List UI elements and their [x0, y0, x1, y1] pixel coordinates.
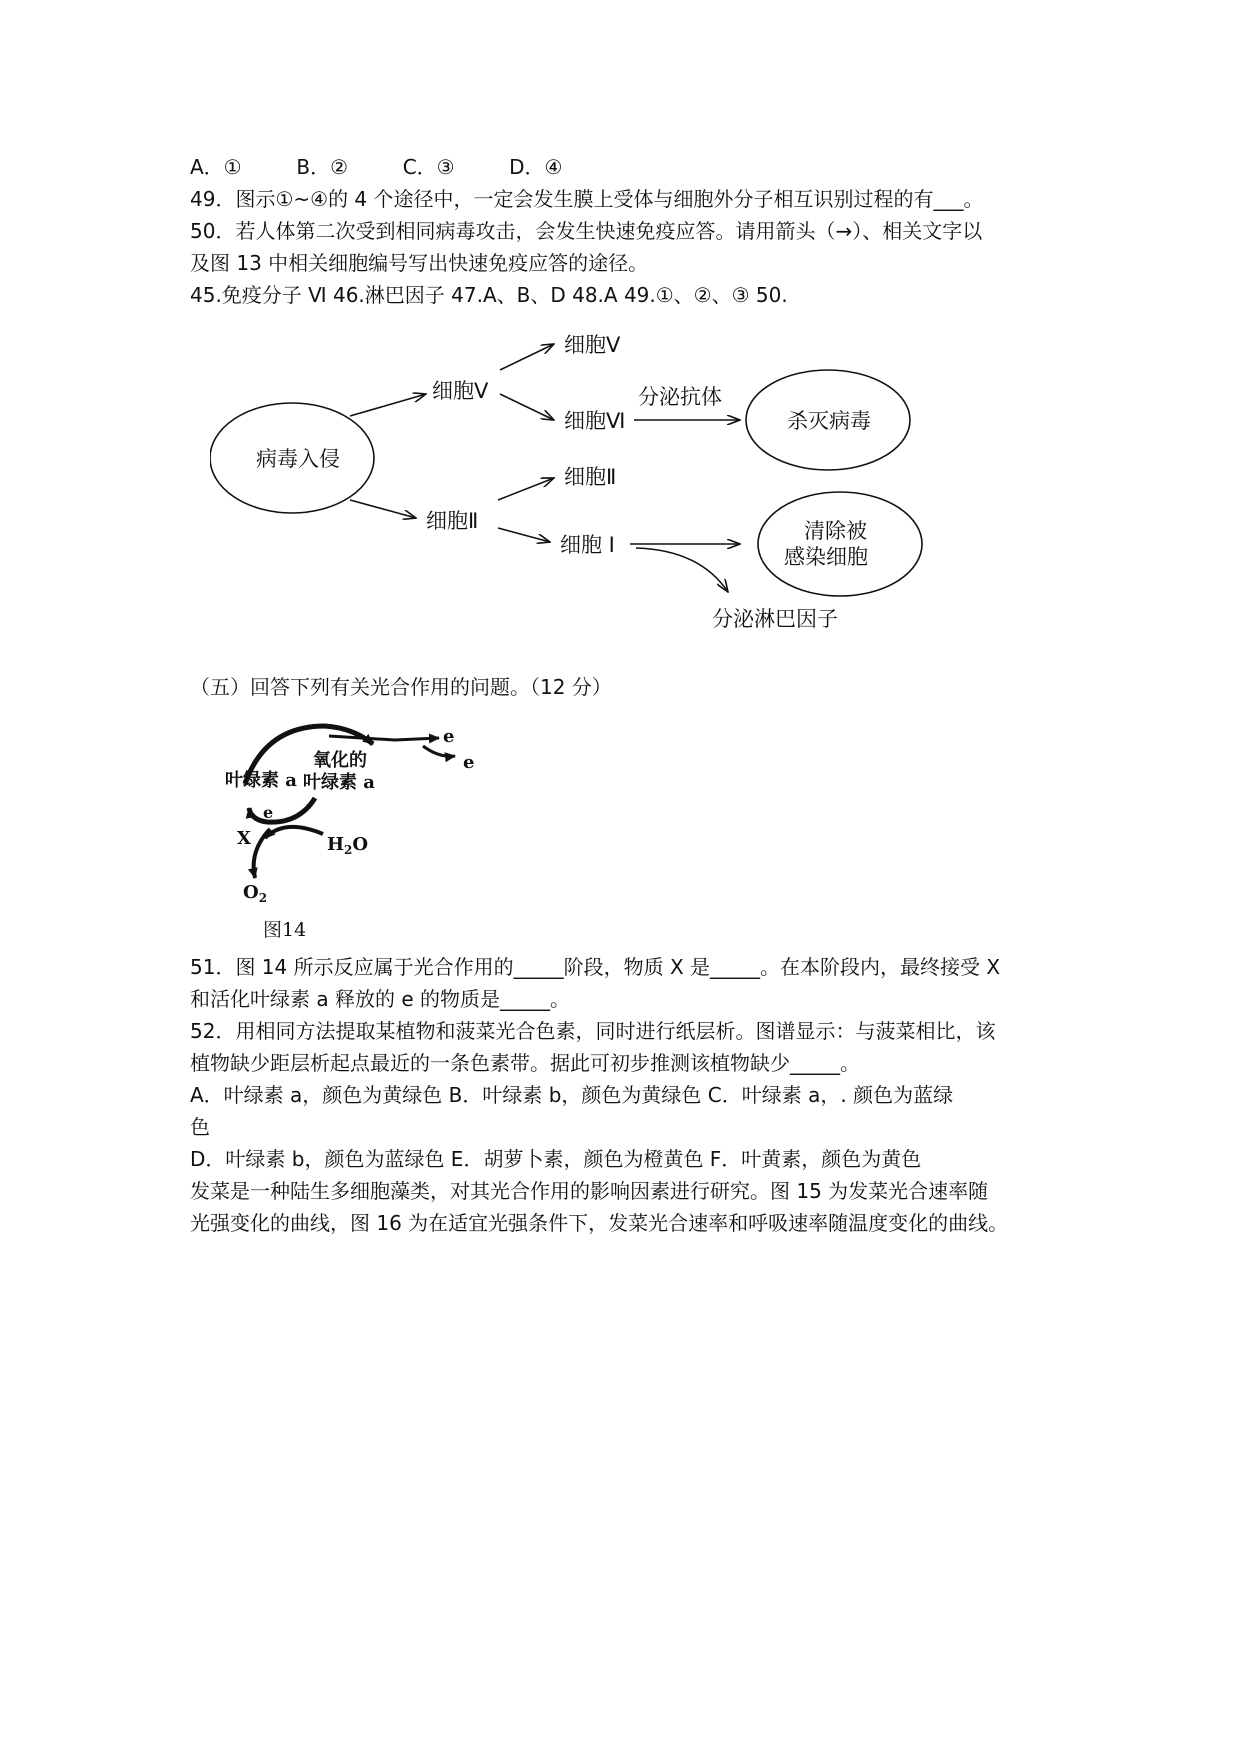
secrete-lymphokine-label: 分泌淋巴因子	[712, 607, 838, 631]
arrow-v-to-vi	[500, 394, 554, 420]
question-50-line2: 及图 13 中相关细胞编号写出快速免疫应答的途径。	[190, 251, 649, 275]
arrow-i-to-lymphokine	[636, 548, 728, 592]
kill-virus-label: 杀灭病毒	[787, 409, 871, 433]
electron-flow-arrow-2	[423, 746, 455, 756]
question-50-line1: 50．若人体第二次受到相同病毒攻击，会发生快速免疫应答。请用箭头（→）、相关文字以	[190, 219, 983, 243]
option-d: D．④	[509, 155, 563, 179]
question-51-line2: 和活化叶绿素 a 释放的 e 的物质是_____。	[190, 987, 570, 1011]
q48-options	[190, 152, 1070, 182]
question-49: 49．图示①~④的 4 个途径中，一定会发生膜上受体与细胞外分子相互识别过程的有___。	[190, 187, 984, 211]
oxygen-label: $O_2$	[243, 882, 268, 905]
secrete-antibody-label: 分泌抗体	[638, 385, 722, 409]
clear-cells-ellipse	[758, 492, 922, 596]
cell-v-mid: 细胞Ⅴ	[432, 379, 489, 403]
arrow-v-to-v	[500, 344, 554, 370]
question-52-options-line2: D．叶绿素 b，颜色为蓝绿色 E．胡萝卜素，颜色为橙黄色 F．叶黄素，颜色为黄色	[190, 1147, 922, 1171]
figure-14-caption: 图14	[263, 919, 307, 941]
arrow-virus-to-ii	[350, 500, 416, 518]
cell-ii-top: 细胞Ⅱ	[564, 465, 617, 489]
electron-label-1: e	[443, 726, 455, 747]
cell-v-top: 细胞Ⅴ	[564, 333, 621, 357]
water-split-arc	[249, 798, 315, 822]
arrow-ii-to-ii	[498, 478, 554, 500]
clear-cells-label-1: 清除被	[804, 519, 867, 543]
section-5-title: （五）回答下列有关光合作用的问题。（12 分）	[190, 675, 612, 699]
question-52-line2: 植物缺少距层析起点最近的一条色素带。据此可初步推测该植物缺少_____。	[190, 1051, 860, 1075]
answer-key: 45.免疫分子 Ⅵ 46.淋巴因子 47.A、B、D 48.A 49.①、②、③ 50.	[190, 283, 788, 307]
electron-flow-arrow	[329, 736, 439, 740]
electron-label-2: e	[463, 752, 475, 773]
electron-label-3: e	[263, 803, 274, 822]
question-51-line1: 51．图 14 所示反应属于光合作用的_____阶段，物质 X 是_____。在本阶段内，最终接受 X	[190, 955, 1001, 979]
oxidized-label-2: 叶绿素 a	[303, 772, 375, 793]
immune-pathway-diagram	[210, 328, 1050, 660]
cell-i: 细胞 Ⅰ	[560, 533, 615, 557]
question-52-options-line1: A．叶绿素 a，颜色为黄绿色 B．叶绿素 b，颜色为黄绿色 C．叶绿素 a，. 颜色为蓝绿	[190, 1083, 954, 1107]
cell-vi: 细胞Ⅵ	[564, 409, 626, 433]
figure-14-light-reaction	[225, 722, 535, 952]
option-a: A．①	[190, 155, 242, 179]
arrow-ii-to-i	[498, 528, 550, 542]
water-arrow	[265, 827, 323, 838]
clear-cells-label-2: 感染细胞	[784, 545, 868, 569]
chlorophyll-a-label: 叶绿素 a	[225, 770, 297, 791]
question-52-options-line1b: 色	[190, 1115, 210, 1139]
water-label: $H_2O$	[327, 834, 369, 857]
option-c: C．③	[402, 155, 455, 179]
cell-ii-mid: 细胞Ⅱ	[426, 509, 479, 533]
option-b: B．②	[296, 155, 349, 179]
paragraph-line1: 发菜是一种陆生多细胞藻类，对其光合作用的影响因素进行研究。图 15 为发菜光合速率随	[190, 1179, 989, 1203]
question-52-line1: 52．用相同方法提取某植物和菠菜光合色素，同时进行纸层析。图谱显示：与菠菜相比，该	[190, 1019, 996, 1043]
arrow-virus-to-v	[350, 394, 426, 416]
x-label: X	[237, 828, 251, 849]
paragraph-line2: 光强变化的曲线，图 16 为在适宜光强条件下，发菜光合速率和呼吸速率随温度变化的曲线。	[190, 1211, 1009, 1235]
oxidized-label-1: 氧化的	[313, 750, 367, 771]
virus-label: 病毒入侵	[256, 447, 340, 471]
